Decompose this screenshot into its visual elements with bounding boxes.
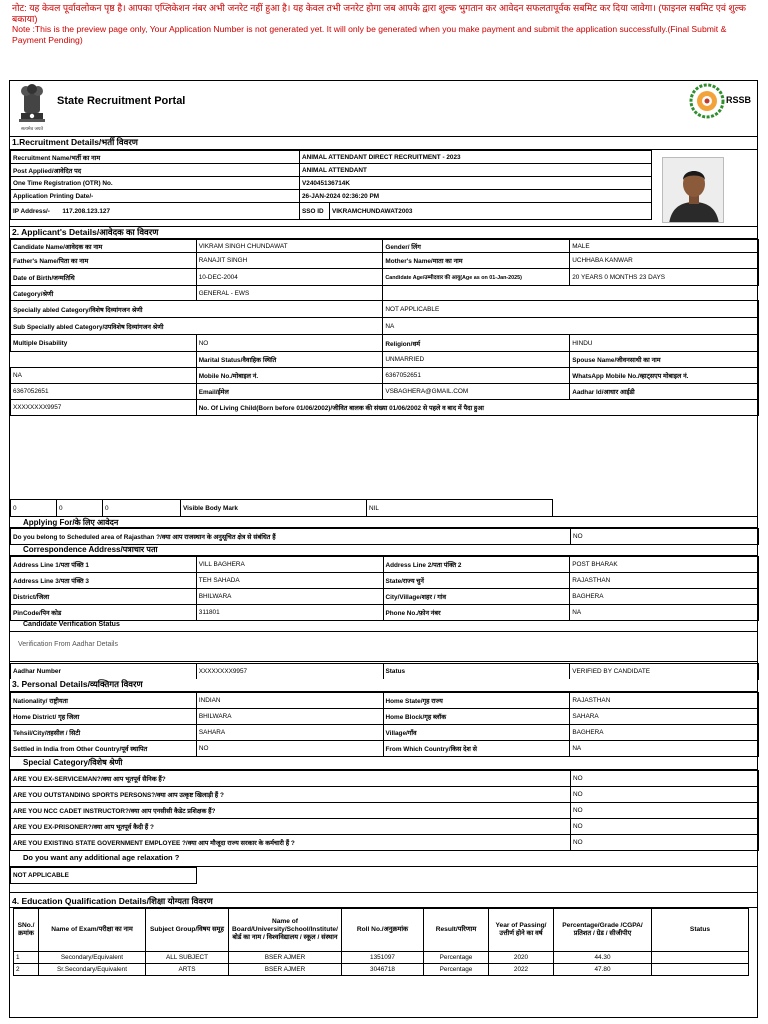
- phone-value: NA: [570, 605, 759, 621]
- child-count-2: 0: [57, 500, 103, 517]
- ncc-instructor-value: NO: [571, 803, 759, 819]
- education-table: [13, 908, 749, 976]
- visible-body-mark-label: Visible Body Mark: [181, 500, 367, 517]
- table-row: [11, 368, 759, 384]
- address-line1-label: Address Line 1/पता पंक्ति 1: [11, 557, 197, 573]
- edu-cell: 2022: [489, 964, 554, 976]
- table-row: [11, 529, 759, 545]
- table-row: [11, 269, 759, 286]
- category-value: GENERAL - EWS: [196, 286, 383, 301]
- edu-cell: 47.80: [554, 964, 652, 976]
- village-value: BAGHERA: [570, 725, 759, 741]
- address-line3-value: TEH SAHADA: [196, 573, 383, 589]
- table-row: [11, 725, 759, 741]
- father-name-value: RANAJIT SINGH: [196, 253, 383, 269]
- correspondence-table: [10, 556, 759, 621]
- mother-name-value: UCHHABA KANWAR: [570, 253, 759, 269]
- table-row: [11, 177, 652, 190]
- multiple-disability-label: Multiple Disability: [11, 335, 197, 352]
- edu-cell: Secondary/Equivalent: [39, 952, 146, 964]
- applicant-table: [10, 239, 759, 416]
- table-row: [14, 952, 749, 964]
- table-row: [11, 301, 759, 318]
- whatsapp-value: 6367052651: [11, 384, 197, 400]
- nationality-value: INDIAN: [196, 693, 383, 709]
- recruitment-name-value: ANIMAL ATTENDANT DIRECT RECRUITMENT - 2023: [300, 151, 652, 164]
- ip-label: IP Address/-: [13, 207, 50, 215]
- sports-person-label: ARE YOU OUTSTANDING SPORTS PERSONS?/क्या आप उत्कृष्ट खिलाड़ी हैं ?: [11, 787, 571, 803]
- edu-cell: Percentage: [424, 952, 489, 964]
- mother-name-label: Mother's Name/माता का नाम: [383, 253, 570, 269]
- table-row: [11, 771, 759, 787]
- post-applied-label: Post Applied/आवेदित पद: [11, 164, 300, 177]
- table-row: [11, 190, 652, 203]
- ncc-instructor-label: ARE YOU NCC CADET INSTRUCTOR?/क्या आप एनसीसी कैडेट प्रशिक्षक हैं?: [11, 803, 571, 819]
- edu-cell: 2: [14, 964, 39, 976]
- org-name: RSSB: [725, 95, 751, 105]
- verification-status-value: VERIFIED BY CANDIDATE: [570, 664, 759, 680]
- age-relaxation-value: NOT APPLICABLE: [11, 868, 197, 884]
- table-row: [11, 573, 759, 589]
- home-block-label: Home Block/गृह ब्लॉक: [383, 709, 570, 725]
- govt-employee-label: ARE YOU EXISTING STATE GOVERNMENT EMPLOYEE ?/क्या आप मौजूदा राज्य सरकार के कर्मचारी हैं ?: [11, 835, 571, 851]
- ip-value: 117.208.123.127: [62, 207, 110, 215]
- applying-for-table: [10, 528, 759, 545]
- special-category-title: Special Category/विशेष श्रेणी: [10, 756, 757, 770]
- pincode-label: PinCode/पिन कोड: [11, 605, 197, 621]
- aadhar-id-value: XXXXXXXX9957: [11, 400, 197, 416]
- dob-value: 10-DEC-2004: [196, 269, 383, 286]
- section-personal-title: 3. Personal Details/व्यक्तिगत विवरण: [10, 679, 757, 692]
- nationality-label: Nationality/ राष्ट्रीयता: [11, 693, 197, 709]
- edu-cell: 2020: [489, 952, 554, 964]
- city-value: BAGHERA: [570, 589, 759, 605]
- col-result: Result/परिणाम: [424, 909, 489, 952]
- category-label: Category/श्रेणी: [11, 286, 197, 301]
- city-label: City/Village/शहर / गांव: [383, 589, 570, 605]
- ex-prisoner-label: ARE YOU EX-PRISONER?/क्या आप भूतपूर्व कैदी हैं ?: [11, 819, 571, 835]
- table-header-row: [14, 909, 749, 952]
- col-percentage: Percentage/Grade /CGPA/प्रतिशत / ग्रेड / सीजीपीए: [554, 909, 652, 952]
- aadhar-number-value: XXXXXXXX9957: [196, 664, 383, 680]
- child-count-1: 0: [11, 500, 57, 517]
- preview-notice: [0, 0, 768, 45]
- notice-english: Note :This is the preview page only, Your Application Number is not generated yet. It will only be generated when you make payment and submit the application successfully.(Final Submit & Payment Pending): [12, 24, 727, 45]
- address-line2-label: Address Line 2/पता पंक्ति 2: [383, 557, 570, 573]
- living-child-label: No. Of Living Child(Born before 01/06/2002)/जीवित बालक की संख्या 01/06/2002 से पहले व बाद में पैदा हुआ: [196, 400, 758, 416]
- spouse-name-label: Spouse Name/जीवनसाथी का नाम: [570, 352, 759, 368]
- edu-cell: Sr.Secondary/Equivalent: [39, 964, 146, 976]
- edu-cell: 44.30: [554, 952, 652, 964]
- ex-serviceman-label: ARE YOU EX-SERVICEMAN?/क्या आप भूतपूर्व सैनिक हैं?: [11, 771, 571, 787]
- rssb-logo-icon: [689, 83, 725, 119]
- village-label: Village/गाँव: [383, 725, 570, 741]
- col-roll: Roll No./अनुक्रमांक: [342, 909, 424, 952]
- home-district-value: BHILWARA: [196, 709, 383, 725]
- table-row: [11, 286, 759, 301]
- table-row: [11, 835, 759, 851]
- specially-abled-value: NOT APPLICABLE: [383, 301, 759, 318]
- religion-value: HINDU: [570, 335, 759, 352]
- recruitment-table: [10, 150, 652, 220]
- col-status: Status: [652, 909, 749, 952]
- otr-value: V24045136714K: [300, 177, 652, 190]
- child-count-3: 0: [103, 500, 181, 517]
- section-recruitment-title: 1.Recruitment Details/भर्ती विवरण: [10, 137, 757, 150]
- col-exam: Name of Exam/परीक्षा का नाम: [39, 909, 146, 952]
- table-row: [11, 868, 197, 884]
- ex-prisoner-value: NO: [571, 819, 759, 835]
- address-line1-value: VILL BAGHERA: [196, 557, 383, 573]
- dob-label: Date of Birth/जन्मतिथि: [11, 269, 197, 286]
- edu-cell: Percentage: [424, 964, 489, 976]
- edu-cell: 3046718: [342, 964, 424, 976]
- table-row: [11, 400, 759, 416]
- father-name-label: Father's Name/पिता का नाम: [11, 253, 197, 269]
- age-relaxation-title: Do you want any additional age relaxation ?: [10, 850, 757, 867]
- col-subject: Subject Group/विषय समूह: [146, 909, 229, 952]
- aadhar-number-label: Aadhar Number: [11, 664, 197, 680]
- district-label: District/जिला: [11, 589, 197, 605]
- print-date-value: 26-JAN-2024 02:36:20 PM: [300, 190, 652, 203]
- tehsil-value: SAHARA: [196, 725, 383, 741]
- edu-cell: 1: [14, 952, 39, 964]
- emblem-caption: सत्यमेव जयते: [20, 127, 44, 132]
- table-row: [11, 384, 759, 400]
- personal-table: [10, 692, 759, 757]
- table-row: [11, 819, 759, 835]
- settled-label: Settled in India from Other Country/पूर्व स्थापित: [11, 741, 197, 757]
- mobile-value: 6367052651: [383, 368, 570, 384]
- table-row: [11, 664, 759, 680]
- specially-abled-label: Specially abled Category/विशेष दिव्यांगजन श्रेणी: [11, 301, 383, 318]
- section-education-title: 4. Education Qualification Details/शिक्षा योग्यता विवरण: [10, 892, 757, 908]
- ssoid-label: SSO ID: [300, 203, 330, 220]
- table-row: [11, 803, 759, 819]
- edu-cell: [652, 964, 749, 976]
- verification-status-label: Status: [383, 664, 570, 680]
- marital-status-value: UNMARRIED: [383, 352, 570, 368]
- email-value: VSBAGHERA@GMAIL.COM: [383, 384, 570, 400]
- edu-cell: [652, 952, 749, 964]
- special-category-table: [10, 770, 759, 851]
- section-applicant-title: 2. Applicant's Details/आवेदक का विवरण: [10, 226, 757, 239]
- notice-hindi: नोट: यह केवल पूर्वावलोकन पृष्ठ है। आपका एप्लिकेशन नंबर अभी जनरेट नहीं हुआ है। यह केवल तभी जनरेट होगा जब आपके द्वारा शुल्क भुगतान कर आवेदन सफलतापूर्वक सबमिट कर दिया जावेगा। (फाइनल सबमिट एवं शुल्क बकाया): [12, 3, 746, 24]
- whatsapp-label: WhatsApp Mobile No./व्हाट्सएप मोबाइल नं.: [570, 368, 759, 384]
- ex-serviceman-value: NO: [571, 771, 759, 787]
- ip-address-cell: [11, 203, 300, 220]
- edu-cell: ARTS: [146, 964, 229, 976]
- print-date-label: Application Printing Date/-: [11, 190, 300, 203]
- candidate-photo: [662, 157, 724, 223]
- age-value: 20 YEARS 0 MONTHS 23 DAYS: [570, 269, 759, 286]
- multiple-disability-value: NO: [196, 335, 383, 352]
- email-label: Email/ईमेल: [196, 384, 383, 400]
- applying-for-title: Applying For/के लिए आवेदन: [10, 516, 757, 528]
- verification-source: Verification From Aadhar Details: [10, 632, 757, 662]
- tehsil-label: Tehsil/City/तहसील / सिटी: [11, 725, 197, 741]
- otr-label: One Time Registration (OTR) No.: [11, 177, 300, 190]
- address-line3-label: Address Line 3/पता पंक्ति 3: [11, 573, 197, 589]
- application-form: [9, 80, 758, 1018]
- district-value: BHILWARA: [196, 589, 383, 605]
- table-row: [11, 164, 652, 177]
- table-row: [11, 741, 759, 757]
- state-label: State/राज्य चुनें: [383, 573, 570, 589]
- edu-cell: 1351097: [342, 952, 424, 964]
- settled-value: NO: [196, 741, 383, 757]
- table-row: [11, 318, 759, 335]
- table-row: [11, 203, 652, 220]
- spouse-name-value: NA: [11, 368, 197, 384]
- state-value: RAJASTHAN: [570, 573, 759, 589]
- national-emblem-icon: [14, 83, 50, 133]
- candidate-name-value: VIKRAM SINGH CHUNDAWAT: [196, 240, 383, 253]
- scheduled-area-value: NO: [571, 529, 759, 545]
- edu-cell: ALL SUBJECT: [146, 952, 229, 964]
- scheduled-area-label: Do you belong to Scheduled area of Rajasthan ?/क्या आप राजस्थान के अनुसूचित क्षेत्र से संबंधित हैं: [11, 529, 571, 545]
- table-row: [11, 605, 759, 621]
- marital-status-label: Marital Status/वैवाहिक स्थिति: [196, 352, 383, 368]
- table-row: [11, 693, 759, 709]
- from-country-value: NA: [570, 741, 759, 757]
- candidate-name-label: Candidate Name/आवेदक का नाम: [11, 240, 197, 253]
- verification-title: Candidate Verification Status: [10, 621, 757, 632]
- home-state-value: RAJASTHAN: [570, 693, 759, 709]
- aadhar-id-label: Aadhar Id/आधार आईडी: [570, 384, 759, 400]
- table-row: [11, 709, 759, 725]
- table-row: [11, 500, 553, 517]
- col-year: Year of Passing/उत्तीर्ण होने का वर्ष: [489, 909, 554, 952]
- from-country-label: From Which Country/किस देश से: [383, 741, 570, 757]
- visible-body-mark-value: NIL: [367, 500, 553, 517]
- table-row: [11, 253, 759, 269]
- table-row: [14, 964, 749, 976]
- portal-title: State Recruitment Portal: [57, 95, 186, 107]
- phone-label: Phone No./फ़ोन नंबर: [383, 605, 570, 621]
- table-row: [11, 787, 759, 803]
- table-row: [11, 151, 652, 164]
- verification-table: [10, 663, 759, 680]
- address-line2-value: POST BHARAK: [570, 557, 759, 573]
- children-row-table: [10, 499, 553, 517]
- table-row: [11, 352, 759, 368]
- govt-employee-value: NO: [571, 835, 759, 851]
- age-relaxation-table: [10, 867, 197, 884]
- recruitment-name-label: Recruitment Name/भर्ती का नाम: [11, 151, 300, 164]
- sports-person-value: NO: [571, 787, 759, 803]
- sub-specially-abled-label: Sub Specially abled Category/उपविशेष दिव्यांगजन श्रेणी: [11, 318, 383, 335]
- age-label: Candidate Age/उम्मीदवार की आयु(Age as on 01-Jan-2025): [383, 269, 570, 286]
- edu-cell: BSER AJMER: [229, 952, 342, 964]
- ssoid-value: VIKRAMCHUNDAWAT2003: [330, 203, 652, 220]
- gender-value: MALE: [570, 240, 759, 253]
- sub-specially-abled-value: NA: [383, 318, 759, 335]
- table-row: [11, 335, 759, 352]
- religion-label: Religion/धर्म: [383, 335, 570, 352]
- col-board: Name of Board/University/School/Institute/बोर्ड का नाम / विश्वविद्यालय / स्कूल / संस्थान: [229, 909, 342, 952]
- table-row: [11, 557, 759, 573]
- table-row: [11, 240, 759, 253]
- edu-cell: BSER AJMER: [229, 964, 342, 976]
- post-applied-value: ANIMAL ATTENDANT: [300, 164, 652, 177]
- page-header: [10, 81, 757, 137]
- table-row: [11, 589, 759, 605]
- gender-label: Gender/ लिंग: [383, 240, 570, 253]
- home-block-value: SAHARA: [570, 709, 759, 725]
- pincode-value: 311801: [196, 605, 383, 621]
- home-state-label: Home State/गृह राज्य: [383, 693, 570, 709]
- home-district-label: Home District/ गृह जिला: [11, 709, 197, 725]
- col-sno: SNo./क्रमांक: [14, 909, 39, 952]
- correspondence-title: Correspondence Address/पत्राचार पता: [10, 544, 757, 556]
- mobile-label: Mobile No./मोबाइल नं.: [196, 368, 383, 384]
